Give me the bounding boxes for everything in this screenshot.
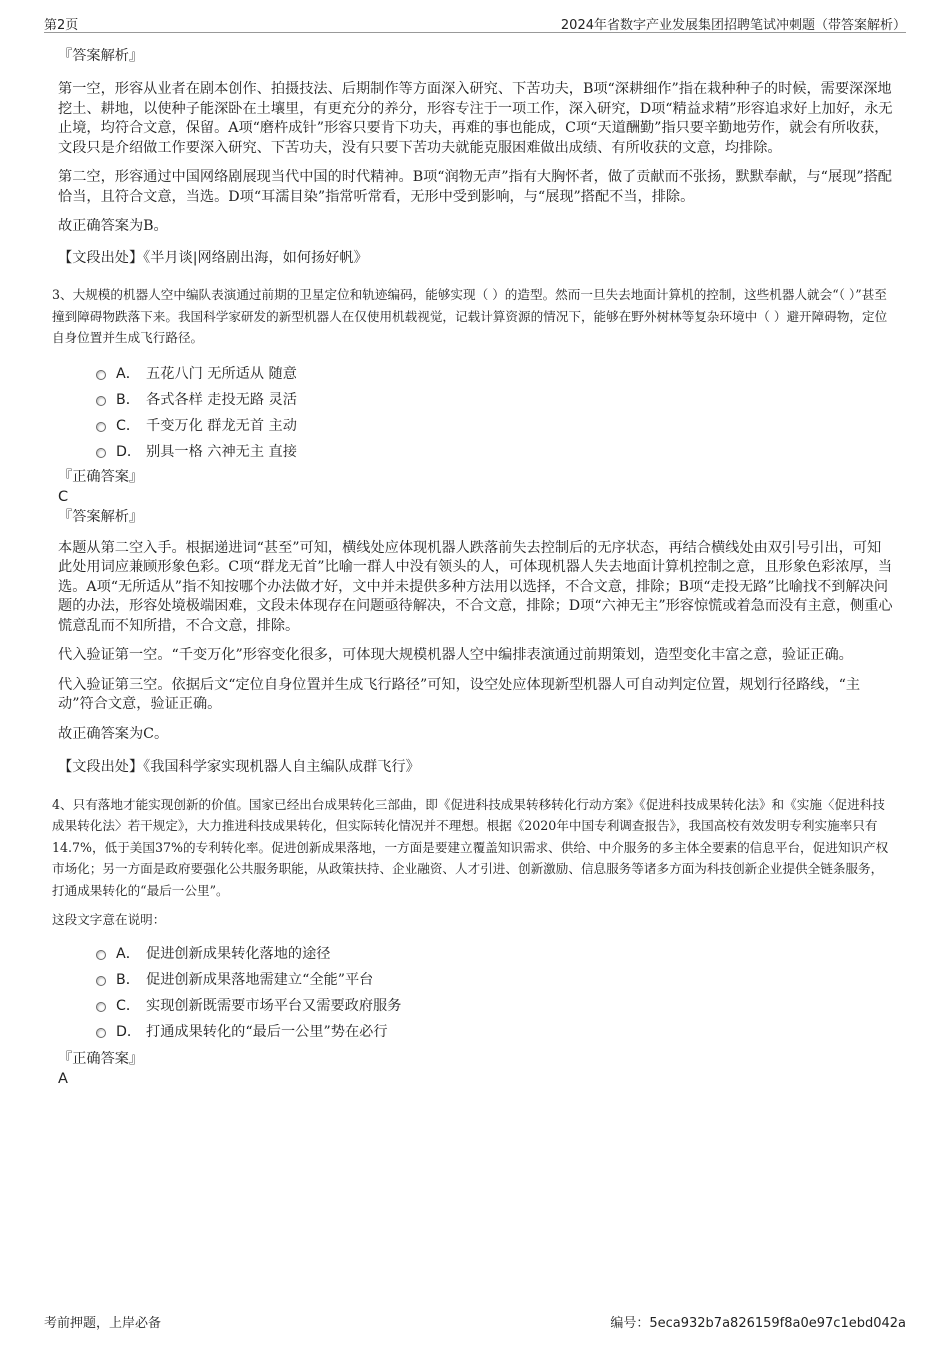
q3-analysis-p1: 本题从第二空入手。根据递进词“甚至”可知，横线处应体现机器人跌落前失去控制后的无序状态，再结合横线处由双引号引出，可知此处用词应兼顾形象色彩。C项“群龙无首”比喻一群人中没有领头的人，可体现机器人失去地面计算机控制之意，且形象色彩浓厚，当选。A项“无所适从”指不知按哪个办法做才好，文中并未提供多种方法用以选择，不合文意，排除；B项“走投无路”比喻找不到解决问题的办法，形容处境极端困难，文段未体现存在问题亟待解决，不合文意，排除；D项“六神无主”形容惊慌或着急而没有主意，侧重心慌意乱而不知所措，不合文意，排除。 (58, 539, 893, 634)
option-letter: C． (116, 997, 141, 1014)
q4-option-c[interactable] (96, 993, 894, 1019)
option-text: 促进创新成果落地需建立“全能”平台 (146, 971, 374, 988)
q4-answer: A (58, 1070, 68, 1087)
option-text: 千变万化 群龙无首 主动 (146, 417, 297, 434)
q4-question: 4、只有落地才能实现创新的价值。国家已经出台成果转化三部曲，即《促进科技成果转移转化行动方案》《促进科技成果转化法》和《实施〈促进科技成果转化法〉若干规定》，大力推进科技成果转化，但实际转化情况并不理想。根据《2020年中国专利调查报告》，我国高校有效发明专利实施率只有14.7%，低于美国37%的专利转化率。促进创新成果落地，一方面是要建立覆盖知识需求、供给、中介服务的多主体全要素的信息平台，促进知识产权市场化；另一方面是政府要强化公共服务职能，从政策扶持、企业融资、人才引进、创新激励、信息服务等诸多方面为科技创新企业提供全链条服务，打通成果转化的“最后一公里”。 (52, 796, 889, 898)
option-text: 五花八门 无所适从 随意 (146, 365, 297, 382)
q3-analysis-label: 『答案解析』 (58, 508, 144, 525)
q3-option-d[interactable] (96, 439, 894, 465)
radio-button[interactable] (96, 370, 106, 380)
option-text: 促进创新成果转化落地的途径 (146, 945, 331, 962)
document-title: 2024年省数字产业发展集团招聘笔试冲刺题（带答案解析） (560, 18, 906, 33)
radio-button[interactable] (96, 1028, 106, 1038)
q2-source: 【文段出处】《半月谈|网络剧出海，如何扬好帆》 (58, 249, 368, 266)
q3-question: 3、大规模的机器人空中编队表演通过前期的卫星定位和轨迹编码，能够实现（ ）的造型。然而一旦失去地面计算机的控制，这些机器人就会“（ ）”甚至撞到障碍物跌落下来。我国科学家研发的新型机器人在仅使用机载视觉，记载计算资源的情况下，能够在野外树林等复杂环境中（ ）避开障碍物，定位自身位置并生成飞行路径。 (52, 287, 888, 345)
option-text: 实现创新既需要市场平台又需要政府服务 (146, 997, 402, 1014)
q3-option-c[interactable] (96, 413, 894, 439)
q3-analysis-p4: 故正确答案为C。 (58, 725, 169, 742)
option-letter: D． (116, 443, 142, 460)
footer-doc-id: 编号：5eca932b7a826159f8a0e97c1ebd042a (610, 1316, 906, 1331)
option-letter: C． (116, 417, 141, 434)
page-footer (44, 1312, 906, 1332)
footer-slogan: 考前押题，上岸必备 (44, 1316, 162, 1331)
radio-button[interactable] (96, 422, 106, 432)
q2-analysis-p3: 故正确答案为B。 (58, 218, 168, 234)
option-text: 别具一格 六神无主 直接 (146, 443, 297, 460)
option-letter: B． (116, 971, 140, 988)
radio-button[interactable] (96, 396, 106, 406)
q3-options (58, 361, 894, 465)
q4-option-d[interactable] (96, 1019, 894, 1045)
option-letter: A． (116, 365, 140, 382)
q2-analysis-p2: 第二空，形容通过中国网络剧展现当代中国的时代精神。B项“润物无声”指有大胸怀者，做了贡献而不张扬，默默奉献，与“展现”搭配恰当，且符合文意，当选。D项“耳濡目染”指常听常看，无形中受到影响，与“展现”搭配不当，排除。 (58, 169, 892, 205)
option-text: 打通成果转化的“最后一公里”势在必行 (146, 1023, 388, 1040)
q3-option-a[interactable] (96, 361, 894, 387)
q3-analysis-p3: 代入验证第三空。依据后文“定位自身位置并生成飞行路径”可知，设空处应体现新型机器人可自动判定位置，规划行径路线，“主动”符合文意，验证正确。 (58, 676, 861, 712)
q2-analysis-label: 『答案解析』 (58, 48, 144, 64)
radio-button[interactable] (96, 950, 106, 960)
q3-analysis-p2: 代入验证第一空。“千变万化”形容变化很多，可体现大规模机器人空中编排表演通过前期策划，造型变化丰富之意，验证正确。 (58, 647, 853, 663)
q4-prompt: 这段文字意在说明： (52, 912, 166, 927)
radio-button[interactable] (96, 976, 106, 986)
option-text: 各式各样 走投无路 灵活 (146, 391, 297, 408)
page-header (44, 12, 906, 33)
option-letter: A． (116, 945, 140, 962)
q3-option-b[interactable] (96, 387, 894, 413)
q2-analysis-p1: 第一空，形容从业者在剧本创作、拍摄技法、后期制作等方面深入研究、下苦功夫，B项“深耕细作”指在栽种种子的时候，需要深深地挖土、耕地，以使种子能深卧在土壤里，有更充分的养分，形容专注于一项工作，深入研究，D项“精益求精”形容追求好上加好，永无止境，均符合文意，保留。A项“磨杵成针”形容只要肯下功夫，再难的事也能成，C项“天道酬勤”指只要辛勤地劳作，就会有所收获，文段只是介绍做工作要深入研究、下苦功夫，没有只要下苦功夫就能克服困难做出成绩、有所收获的文意，均排除。 (58, 81, 893, 156)
page-number: 第2页 (44, 18, 79, 33)
q4-option-b[interactable] (96, 967, 894, 993)
q3-correct-label: 『正确答案』 (58, 468, 144, 485)
option-letter: D． (116, 1023, 142, 1040)
radio-button[interactable] (96, 1002, 106, 1012)
option-letter: B． (116, 391, 140, 408)
q4-option-a[interactable] (96, 941, 894, 967)
document-body (52, 44, 894, 1089)
q4-options (58, 941, 894, 1045)
q4-correct-label: 『正确答案』 (58, 1050, 144, 1067)
radio-button[interactable] (96, 448, 106, 458)
q3-answer: C (58, 488, 69, 505)
q3-source: 【文段出处】《我国科学家实现机器人自主编队成群飞行》 (58, 759, 420, 775)
